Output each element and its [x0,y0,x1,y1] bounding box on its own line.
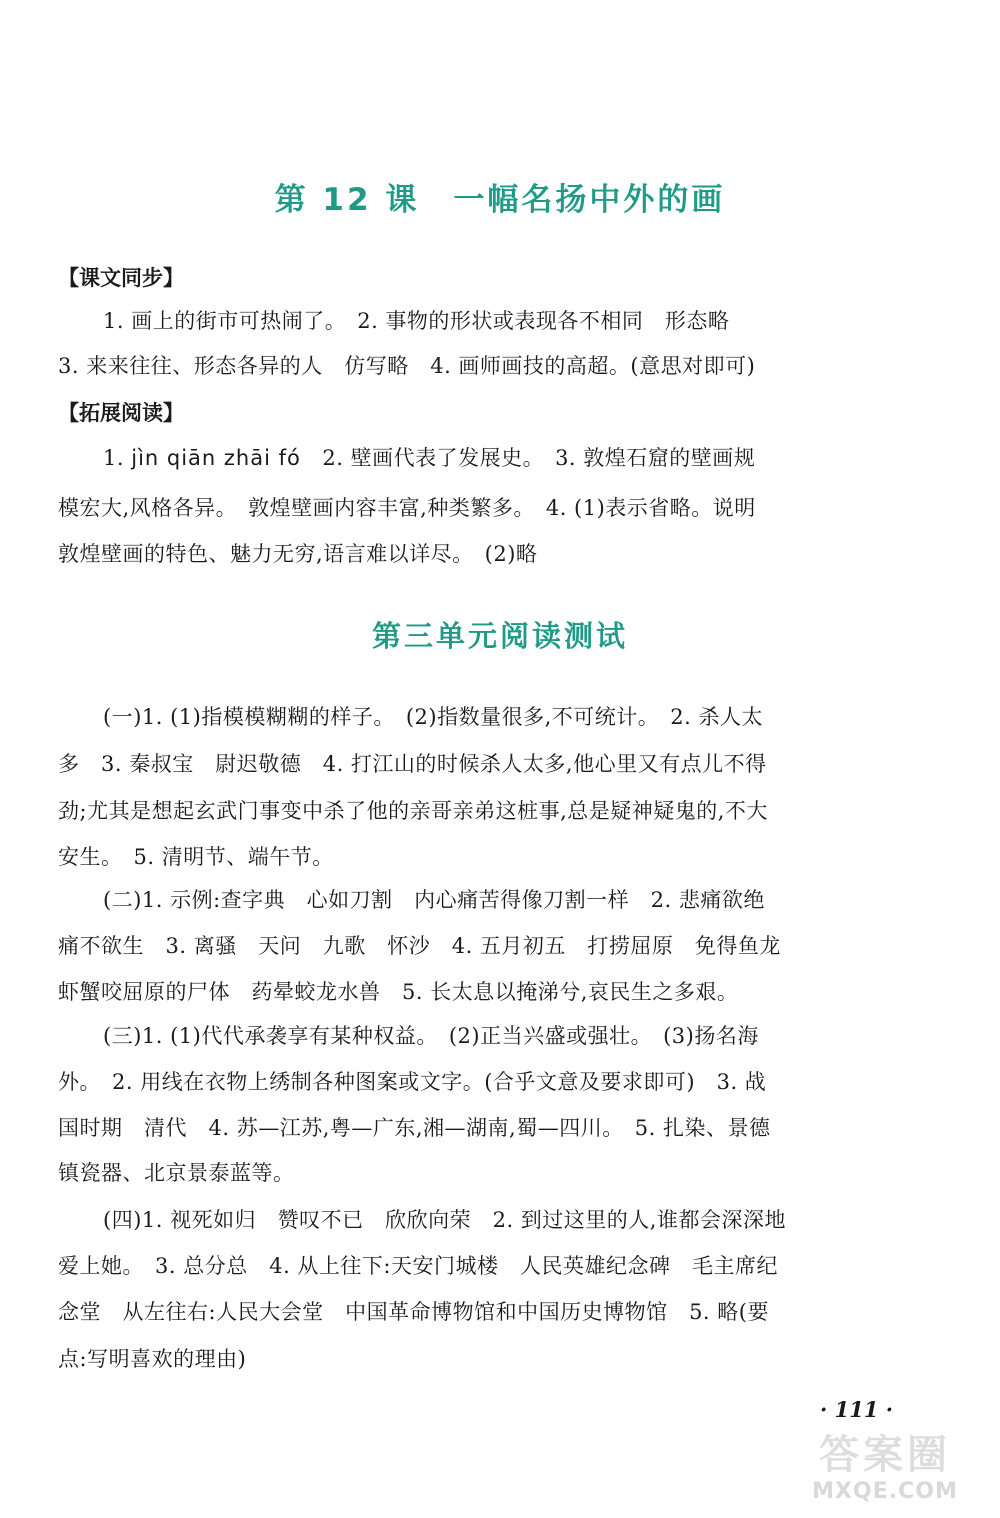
unit-test-line: 虾蟹咬屈原的尸体 药晕蛟龙水兽 5. 长太息以掩涕兮,哀民生之多艰。 [58,980,739,1004]
unit-test-line: 痛不欲生 3. 离骚 天问 九歌 怀沙 4. 五月初五 打捞屈原 免得鱼龙 [58,934,781,958]
page-number: · 111 · [820,1397,894,1422]
reading-line-1-rest: 2. 壁画代表了发展史。 3. 敦煌石窟的壁画规 [300,446,756,470]
unit-test-line: 镇瓷器、北京景泰蓝等。 [58,1161,295,1185]
reading-line-2: 模宏大,风格各异。 敦煌壁画内容丰富,种类繁多。 4. (1)表示省略。说明 [58,496,756,520]
unit-test-line: 外。 2. 用线在衣物上绣制各种图案或文字。(合乎文意及要求即可) 3. 战 [58,1070,767,1094]
unit-test-line: 爱上她。 3. 总分总 4. 从上往下:天安门城楼 人民英雄纪念碑 毛主席纪 [58,1254,778,1278]
unit-test-line: (三)1. (1)代代承袭享有某种权益。 (2)正当兴盛或强壮。 (3)扬名海 [103,1024,759,1048]
unit-test-line: (四)1. 视死如归 赞叹不已 欣欣向荣 2. 到过这里的人,谁都会深深地 [103,1208,786,1232]
unit-test-line: 多 3. 秦叔宝 尉迟敬德 4. 打江山的时候杀人太多,他心里又有点儿不得 [58,752,767,776]
unit-test-line: 国时期 清代 4. 苏—江苏,粤—广东,湘—湖南,蜀—四川。 5. 扎染、景德 [58,1116,771,1140]
reading-line-3: 敦煌壁画的特色、魅力无穷,语言难以详尽。 (2)略 [58,542,538,566]
unit-test-title: 第三单元阅读测试 [371,619,628,653]
watermark-top-text: 答案圈 [819,1432,951,1478]
sync-line-1: 1. 画上的街市可热闹了。 2. 事物的形状或表现各不相同 形态略 [103,309,730,333]
reading-pinyin: jìn qiān zhāi fó [131,446,301,470]
reading-line-1 [103,442,755,472]
unit-test-line: 安生。 5. 清明节、端午节。 [58,845,334,869]
reading-pinyin-prefix: 1. [103,446,125,470]
unit-test-line: (一)1. (1)指模模糊糊的样子。 (2)指数量很多,不可统计。 2. 杀人太 [103,705,763,729]
sync-section-label: 【课文同步】 [58,266,184,290]
watermark-logo [800,1432,970,1514]
unit-test-line: 劲;尤其是想起玄武门事变中杀了他的亲哥亲弟这桩事,总是疑神疑鬼的,不大 [58,799,768,823]
unit-test-line: 念堂 从左往右:人民大会堂 中国革命博物馆和中国历史博物馆 5. 略(要 [58,1300,769,1324]
lesson-title: 第 12 课 一幅名扬中外的画 [274,182,726,218]
sync-line-2: 3. 来来往往、形态各异的人 仿写略 4. 画师画技的高超。(意思对即可) [58,354,756,378]
watermark-bottom-text: MXQE.COM [812,1479,958,1504]
unit-test-line: (二)1. 示例:查字典 心如刀割 内心痛苦得像刀割一样 2. 悲痛欲绝 [103,888,765,912]
reading-section-label: 【拓展阅读】 [58,401,184,425]
unit-test-line: 点:写明喜欢的理由) [58,1347,247,1371]
